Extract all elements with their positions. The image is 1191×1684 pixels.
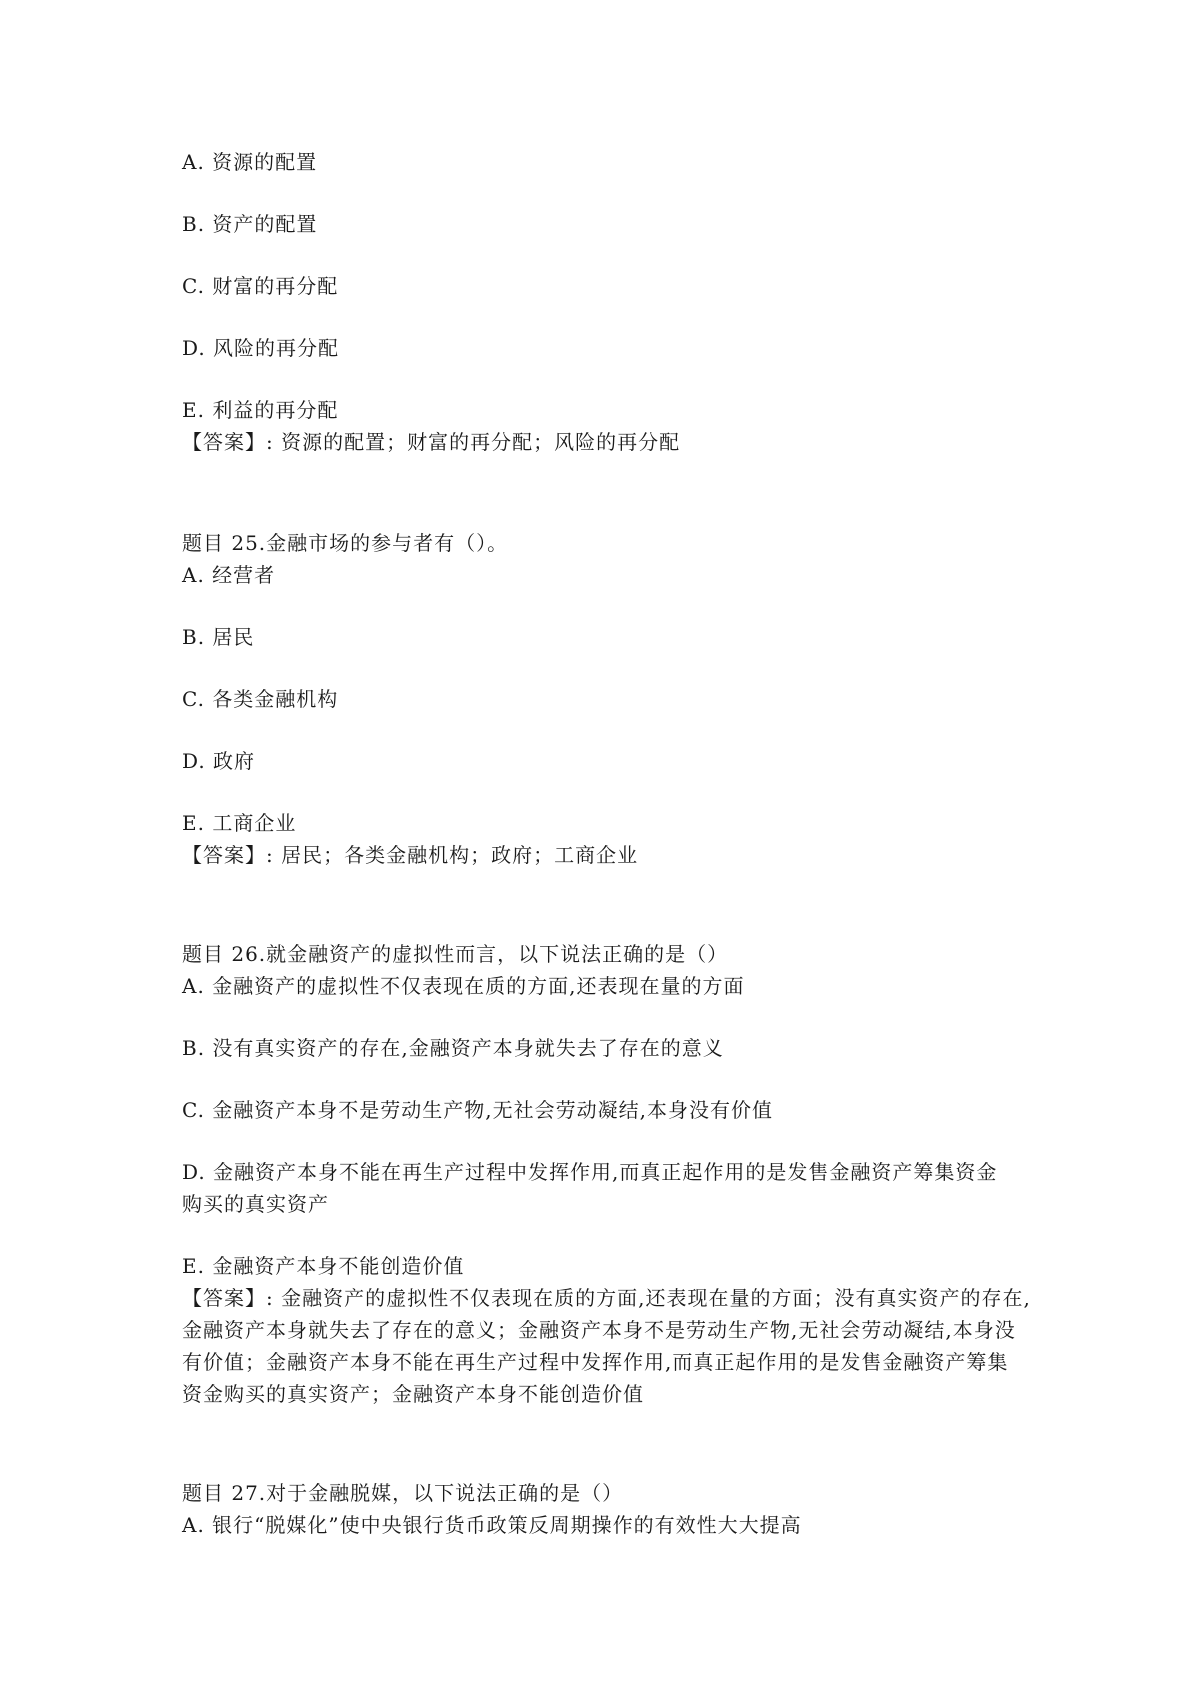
q24-answer: 【答案】: 资源的配置；财富的再分配；风险的再分配 [182,430,681,454]
q25-answer: 【答案】: 居民；各类金融机构；政府；工商企业 [182,843,639,867]
q26-answer-line-4: 资金购买的真实资产；金融资产本身不能创造价值 [182,1382,644,1406]
q26-option-a: A. 金融资产的虚拟性不仅表现在质的方面,还表现在量的方面 [182,974,745,998]
q25-option-c: C. 各类金融机构 [182,687,339,711]
q25-question: 题目 25.金融市场的参与者有（）。 [182,531,509,555]
q24-option-e: E. 利益的再分配 [182,398,339,422]
q24-option-a: A. 资源的配置 [182,150,318,174]
q26-answer-line-2: 金融资产本身就失去了存在的意义；金融资产本身不是劳动生产物,无社会劳动凝结,本身没 [182,1318,1016,1342]
q25-option-e: E. 工商企业 [182,811,297,835]
q25-option-b: B. 居民 [182,625,255,649]
q26-option-d-continued: 购买的真实资产 [182,1192,329,1216]
q27-option-a: A. 银行“脱媒化”使中央银行货币政策反周期操作的有效性大大提高 [182,1513,802,1537]
q26-option-e: E. 金融资产本身不能创造价值 [182,1254,465,1278]
q26-option-c: C. 金融资产本身不是劳动生产物,无社会劳动凝结,本身没有价值 [182,1098,774,1122]
q24-option-d: D. 风险的再分配 [182,336,340,360]
q24-option-c: C. 财富的再分配 [182,274,339,298]
q24-option-b: B. 资产的配置 [182,212,318,236]
q26-question: 题目 26.就金融资产的虚拟性而言，以下说法正确的是（） [182,942,729,966]
q26-option-b: B. 没有真实资产的存在,金融资产本身就失去了存在的意义 [182,1036,724,1060]
q26-answer-line-3: 有价值；金融资产本身不能在再生产过程中发挥作用,而真正起作用的是发售金融资产筹集 [182,1350,1009,1374]
q27-question: 题目 27.对于金融脱媒，以下说法正确的是（） [182,1481,624,1505]
q26-option-d: D. 金融资产本身不能在再生产过程中发挥作用,而真正起作用的是发售金融资产筹集资金 [182,1160,998,1184]
q25-option-a: A. 经营者 [182,563,276,587]
q25-option-d: D. 政府 [182,749,256,773]
q26-answer-line-1: 【答案】: 金融资产的虚拟性不仅表现在质的方面,还表现在量的方面；没有真实资产的存在, [182,1286,1031,1310]
